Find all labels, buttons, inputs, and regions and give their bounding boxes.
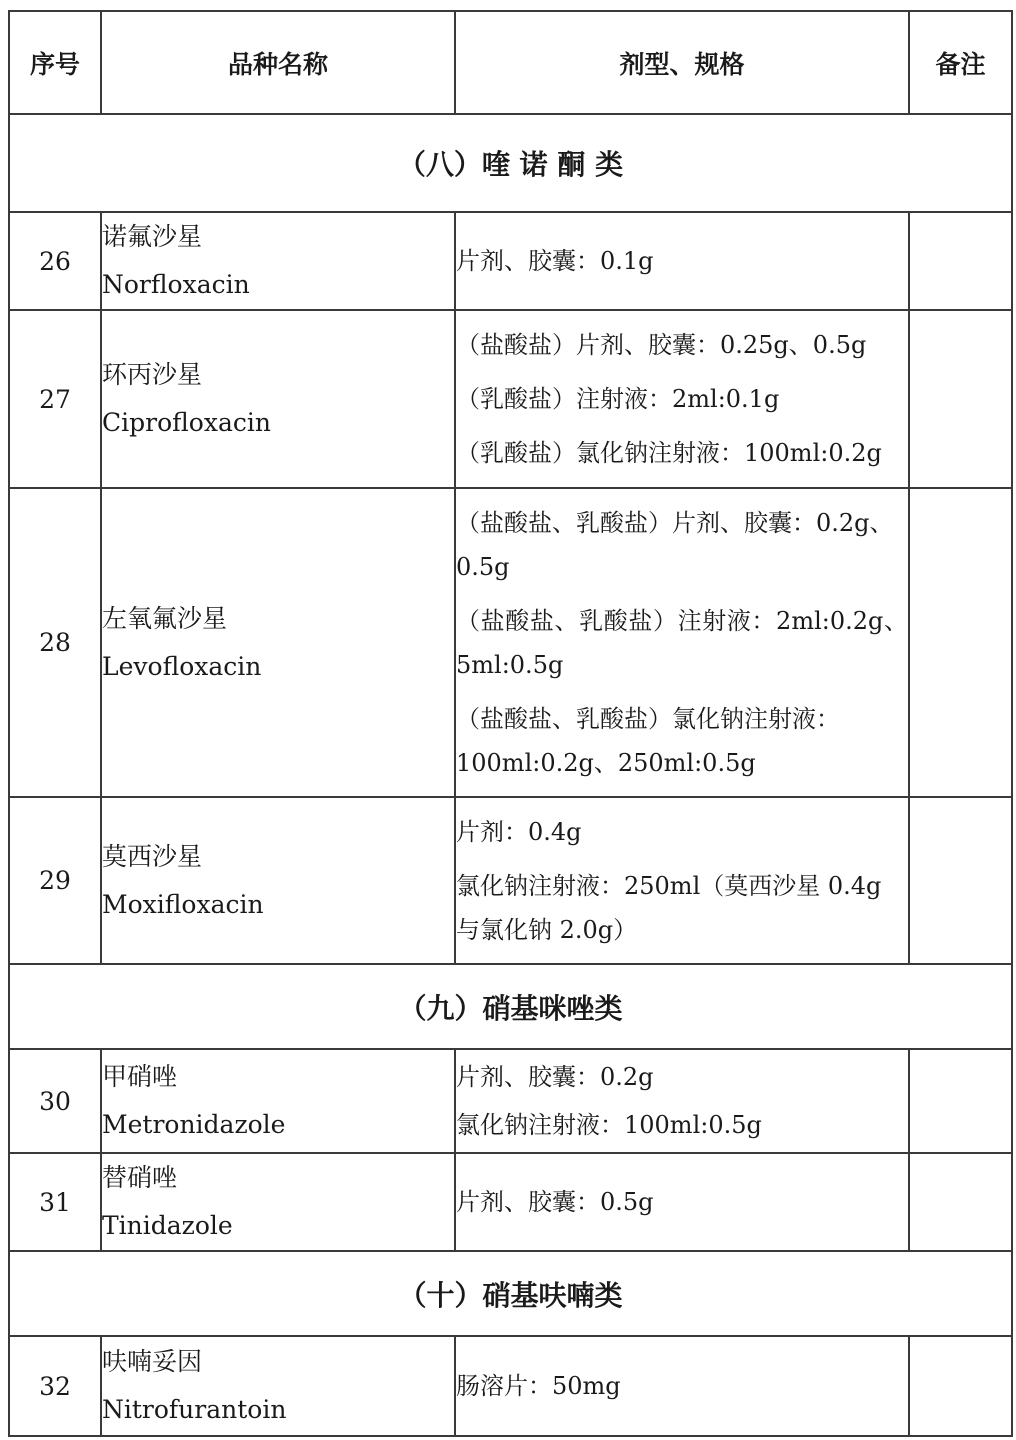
spec-line: （盐酸盐、乳酸盐）氯化钠注射液：100ml:0.2g、250ml:0.5g	[456, 704, 840, 777]
drug-name-cn: 莫西沙星	[102, 841, 203, 871]
drug-name-cell	[101, 797, 455, 964]
spec-line: 肠溶片：50mg	[456, 1372, 621, 1400]
row-number: 29	[9, 797, 101, 964]
row-number: 28	[9, 488, 101, 797]
note-cell	[909, 1153, 1012, 1251]
drug-name-en: Tinidazole	[102, 1211, 233, 1240]
drug-name-cn: 替硝唑	[102, 1163, 178, 1192]
drug-name-cn: 甲硝唑	[102, 1062, 178, 1091]
spec-line: 片剂、胶囊：0.1g	[456, 247, 654, 275]
row-number: 31	[9, 1153, 101, 1251]
spec-cell	[455, 1049, 909, 1153]
drug-name-cell	[101, 488, 455, 797]
table-row	[9, 1153, 1012, 1251]
spec-line: 片剂、胶囊：0.5g	[456, 1188, 654, 1216]
spec-line: 片剂、胶囊：0.2g	[456, 1063, 654, 1091]
spec-cell	[455, 1336, 909, 1436]
table-row	[9, 797, 1012, 964]
section-title: （九）硝基咪唑类	[9, 964, 1012, 1049]
spec-cell	[455, 310, 909, 488]
header-name: 品种名称	[101, 11, 455, 114]
spec-line: 氯化钠注射液：100ml:0.5g	[456, 1111, 762, 1139]
drug-name-en: Nitrofurantoin	[102, 1395, 287, 1424]
drug-name-cn: 左氧氟沙星	[102, 603, 228, 633]
table-row	[9, 212, 1012, 310]
drug-name-cn: 呋喃妥因	[102, 1347, 203, 1376]
note-cell	[909, 1336, 1012, 1436]
row-number: 26	[9, 212, 101, 310]
spec-line: 片剂：0.4g	[456, 817, 582, 846]
note-cell	[909, 1049, 1012, 1153]
section-row	[9, 964, 1012, 1049]
drug-name-cell	[101, 1336, 455, 1436]
spec-line: （盐酸盐、乳酸盐）片剂、胶囊：0.2g、0.5g	[456, 508, 894, 581]
header-spec: 剂型、规格	[455, 11, 909, 114]
table-row	[9, 1336, 1012, 1436]
drug-name-cell	[101, 310, 455, 488]
drug-name-en: Levofloxacin	[102, 651, 262, 681]
table-header-row	[9, 11, 1012, 114]
section-row	[9, 114, 1012, 212]
header-note: 备注	[909, 11, 1012, 114]
spec-cell	[455, 797, 909, 964]
section-row	[9, 1251, 1012, 1336]
spec-line: 氯化钠注射液：250ml（莫西沙星 0.4g 与氯化钠 2.0g）	[456, 871, 882, 944]
note-cell	[909, 797, 1012, 964]
spec-line: （乳酸盐）氯化钠注射液：100ml:0.2g	[456, 439, 882, 467]
drug-name-en: Norfloxacin	[102, 270, 250, 299]
note-cell	[909, 212, 1012, 310]
row-number: 30	[9, 1049, 101, 1153]
note-cell	[909, 310, 1012, 488]
drug-name-cell	[101, 212, 455, 310]
row-number: 32	[9, 1336, 101, 1436]
drug-name-en: Moxifloxacin	[102, 889, 264, 919]
spec-line: （盐酸盐、乳酸盐）注射液：2ml:0.2g、5ml:0.5g	[456, 606, 908, 679]
spec-cell	[455, 212, 909, 310]
table-row	[9, 488, 1012, 797]
drug-name-en: Metronidazole	[102, 1110, 286, 1139]
table-row	[9, 310, 1012, 488]
note-cell	[909, 488, 1012, 797]
spec-cell	[455, 488, 909, 797]
drug-name-cn: 诺氟沙星	[102, 222, 203, 251]
section-title: （十）硝基呋喃类	[9, 1251, 1012, 1336]
section-title: （八）喹 诺 酮 类	[9, 114, 1012, 212]
header-no: 序号	[9, 11, 101, 114]
drug-name-cell	[101, 1153, 455, 1251]
row-number: 27	[9, 310, 101, 488]
spec-line: （乳酸盐）注射液：2ml:0.1g	[456, 385, 780, 413]
drug-list-table	[8, 10, 1013, 1437]
table-row	[9, 1049, 1012, 1153]
drug-name-en: Ciprofloxacin	[102, 408, 271, 437]
spec-line: （盐酸盐）片剂、胶囊：0.25g、0.5g	[456, 331, 867, 359]
drug-name-cell	[101, 1049, 455, 1153]
spec-cell	[455, 1153, 909, 1251]
drug-name-cn: 环丙沙星	[102, 360, 203, 389]
